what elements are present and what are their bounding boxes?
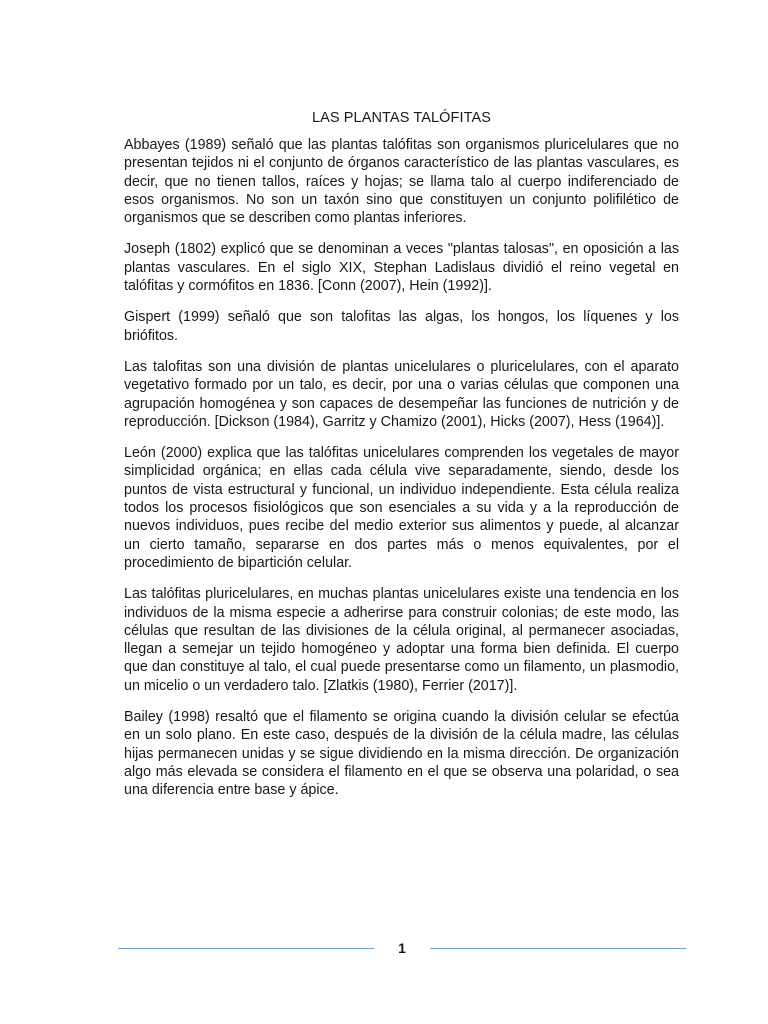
paragraph-leon: León (2000) explica que las talófitas unicelulares comprenden los vegetales de mayor simplicidad orgánica; en ellas cada célula vive separadamente, siendo, desde los puntos de vista estructural y funcional, un individuo independiente. Esta célula realiza todos los procesos fisiológicos que son esenciales a su vida y a la reproducción de nuevos individuos, pues recibe del medio exterior sus alimentos y puede, al alcanzar un cierto tamaño, separarse en dos partes más o menos equivalentes, por el procedimiento de bipartición celular. xyxy=(124,445,679,571)
footer-rule-right xyxy=(430,948,686,949)
page-number: 1 xyxy=(398,940,406,956)
document-body xyxy=(124,108,679,813)
paragraph-bailey: Bailey (1998) resaltó que el filamento se origina cuando la división celular se efectúa en un solo plano. En este caso, después de la división de la célula madre, las células hijas permanecen unidas y se sigue dividiendo en la misma dirección. De organización algo más elevada se considera el filamento en el que se observa una polaridad, o sea una diferencia entre base y ápice. xyxy=(124,709,679,799)
paragraph-joseph: Joseph (1802) explicó que se denominan a veces "plantas talosas", en oposición a las plantas vasculares. En el siglo XIX, Stephan Ladislaus dividió el reino vegetal en talófitas y cormófitos en 1836. [Conn (2007), Hein (1992)]. xyxy=(124,241,679,295)
page-footer xyxy=(118,936,686,962)
paragraph-abbayes: Abbayes (1989) señaló que las plantas talófitas son organismos pluricelulares que no presentan tejidos ni el conjunto de órganos característico de las plantas vasculares, es decir, que no tienen tallos, raíces y hojas; se llama talo al cuerpo indiferenciado de esos organismos. No son un taxón sino que constituyen un conjunto polifilético de organismos que se describen como plantas inferiores. xyxy=(124,137,679,227)
document-title: LAS PLANTAS TALÓFITAS xyxy=(311,110,492,126)
paragraph-talofitas-division: Las talofitas son una división de plantas unicelulares o pluricelulares, con el aparato vegetativo formado por un talo, es decir, por una o varias células que componen una agrupación homogénea y son capaces de desempeñar las funciones de nutrición y de reproducción. [Dickson (1984), Garritz y Chamizo (2001), Hicks (2007), Hess (1964)]. xyxy=(124,358,679,430)
paragraph-pluricelulares: Las talófitas pluricelulares, en muchas plantas unicelulares existe una tendencia en los individuos de la misma especie a adherirse para construir colonias; de este modo, las células que resultan de las divisiones de la célula original, al permanecer asociadas, llegan a semejar un tejido homogéneo y adoptar una forma bien definida. El cuerpo que dan constituye al talo, el cual puede presentarse como un filamento, un plasmodio, un micelio o un verdadero talo. [Zlatkis (1980), Ferrier (2017)]. xyxy=(124,586,679,694)
paragraph-gispert: Gispert (1999) señaló que son talofitas las algas, los hongos, los líquenes y los briófitos. xyxy=(124,309,679,344)
